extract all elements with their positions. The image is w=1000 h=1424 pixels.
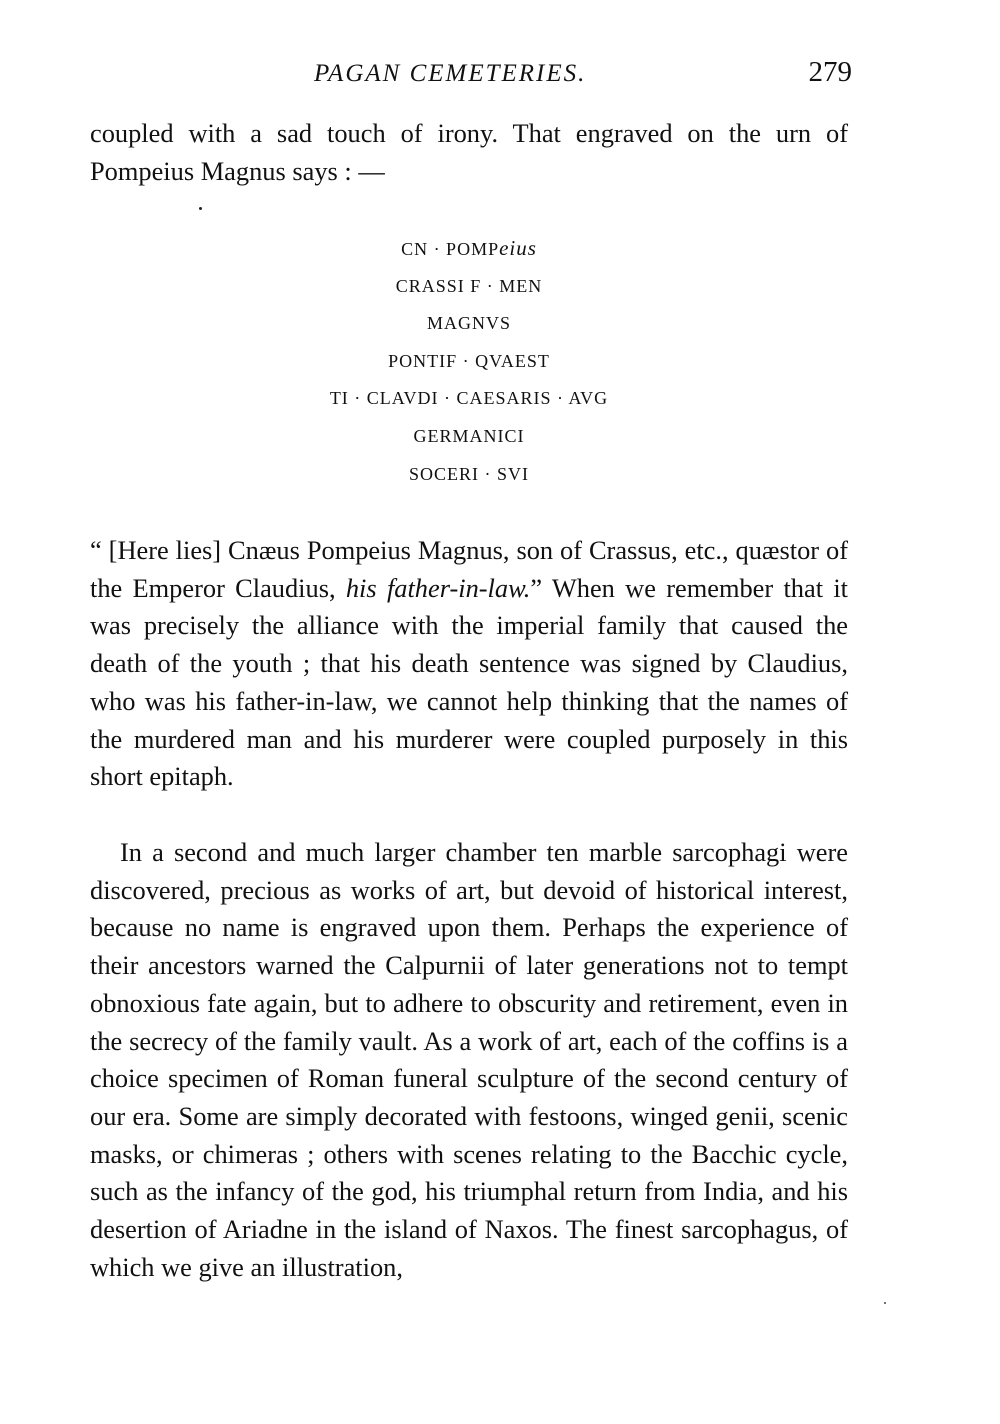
inscription-line-4: PONTIF · QVAEST: [388, 350, 550, 371]
print-speck: [199, 207, 202, 210]
translation-text: “ [Here lies] Cnæus Pompeius Magnus, son of Crassus, etc., quæstor of the Emperor Claudius,: [90, 535, 848, 603]
epitaph-inscription: [90, 230, 848, 493]
inscription-line-1-caps: CN · POMP: [401, 239, 500, 259]
page-number: 279: [808, 56, 852, 88]
translation-italic: his father-in-law.: [345, 572, 531, 603]
inscription-line-1: [90, 230, 848, 268]
second-paragraph: In a second and much larger chamber ten marble sarcophagi were discovered, precious as works of art, but devoid of historical interest, because no name is engraved upon them. Perhaps the experience of their ancestors warned the Calpurnii of later generations not to tempt obnoxious fate again, but to adhere to obscurity and retirement, even in the secrecy of the family vault. As a work of art, each of the coffins is a choice specimen of Roman funeral sculpture of the second century of our era. Some are simply decorated with festoons, winged genii, scenic masks, or chimeras ; others with scenes relating to the Bacchic cycle, such as the infancy of the god, his triumphal return from India, and his desertion of Ariadne in the island of Naxos. The finest sarcophagus, of which we give an illustration,: [90, 837, 848, 1282]
running-title: PAGAN CEMETERIES.: [314, 60, 587, 87]
inscription-line-3: MAGNVS: [426, 313, 511, 334]
inscription-line-2: CRASSI F · MEN: [395, 275, 543, 296]
inscription-line-5: TI · CLAVDI · CAESARIS · AVG: [329, 388, 609, 409]
page-header: [90, 56, 852, 100]
inscription-line-7: SOCERI · SVI: [408, 463, 529, 484]
inscription-line-1-italic: eius: [499, 236, 537, 260]
print-speck: [884, 1302, 886, 1304]
translation-paragraph: [90, 532, 848, 796]
inscription-line-6: GERMANICI: [413, 425, 525, 446]
translation-rest: When we remember that it was precisely the alliance with the imperial family that caused the death of the youth ; that his death sentence was signed by Claudius, who was his father-in-law, we cannot help thinking that the names of the murdered man and his murderer were coupled purposely in this short epitaph.: [90, 572, 848, 792]
translation-close-quote: ”: [530, 572, 543, 603]
intro-paragraph: coupled with a sad touch of irony. That engraved on the urn of Pompeius Magnus says : —: [90, 118, 848, 186]
